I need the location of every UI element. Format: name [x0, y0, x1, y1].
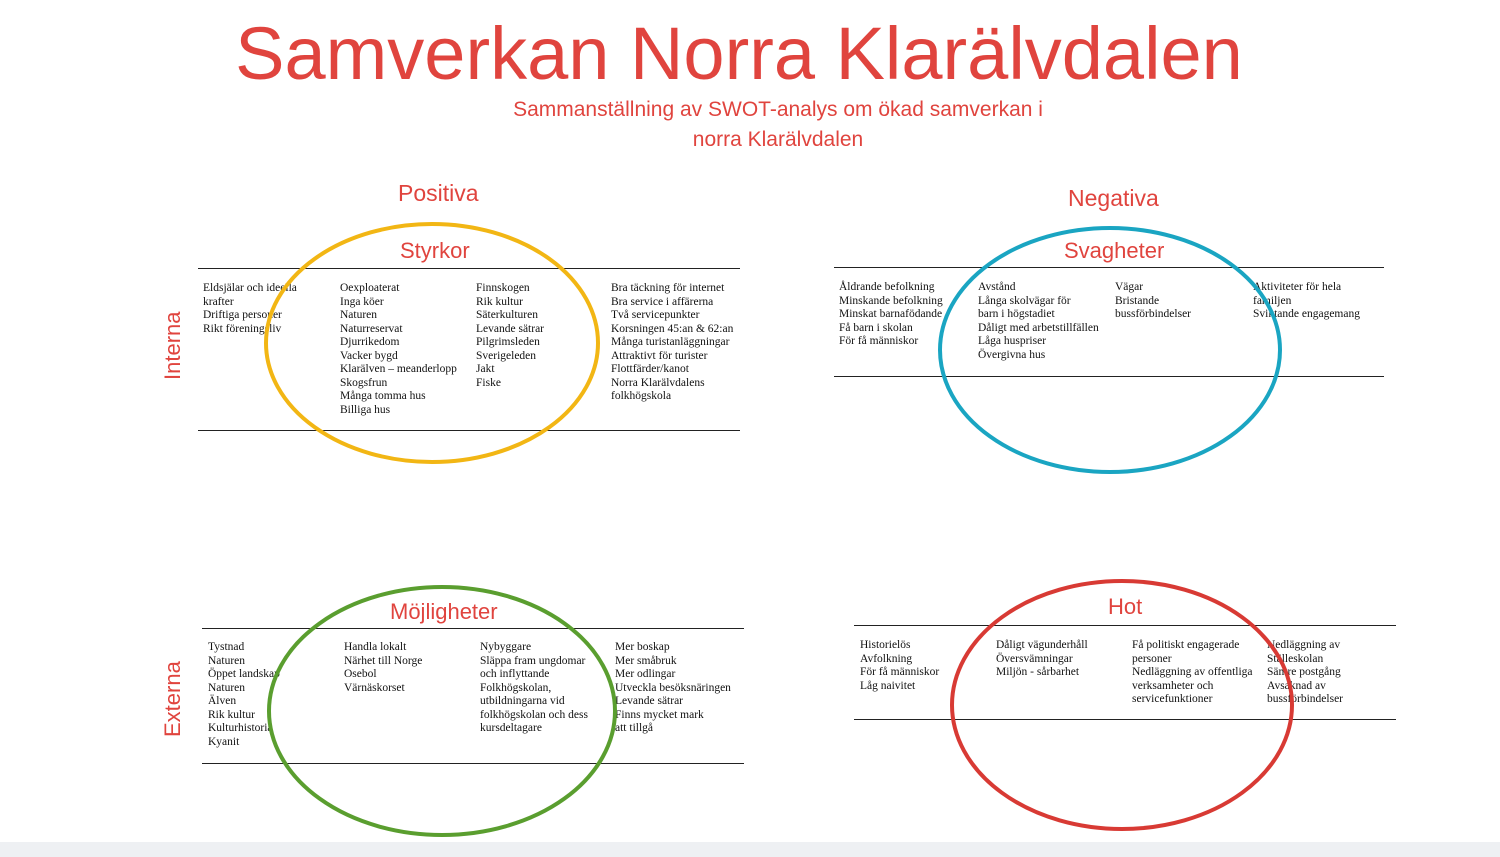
strengths-item: Sverigeleden: [476, 349, 537, 362]
strengths-item: Klarälven – meanderlopp: [340, 363, 457, 375]
label-weaknesses: Svagheter: [1064, 238, 1165, 263]
strengths-item: Rikt föreningsliv: [203, 322, 282, 335]
strengths-item: Naturreservat: [340, 322, 403, 335]
opportunities-item: Handla lokalt: [344, 641, 407, 653]
label-opportunities: Möjligheter: [390, 599, 498, 624]
opportunities-item: Finns mycket mark: [615, 708, 704, 721]
weaknesses-item: Långa skolvägar för: [978, 294, 1071, 307]
weaknesses-item: Övergivna hus: [978, 348, 1046, 361]
weaknesses-item: Låga huspriser: [978, 335, 1047, 347]
opportunities-item: Levande sätrar: [615, 695, 684, 707]
opportunities-column-1: [208, 641, 280, 749]
opportunities-item: Tystnad: [208, 641, 245, 653]
opportunities-item: Naturen: [208, 654, 246, 667]
weaknesses-item: Vägar: [1115, 281, 1144, 293]
opportunities-item: Naturen: [208, 681, 246, 694]
opportunities-item: Närhet till Norge: [344, 654, 423, 667]
strengths-item: Levande sätrar: [476, 322, 545, 335]
weaknesses-item: Minskande befolkning: [839, 294, 943, 307]
strengths-item: Driftiga personer: [203, 309, 282, 321]
strengths-item: Rik kultur: [476, 295, 523, 308]
weaknesses-item: Aktiviteter för hela: [1253, 281, 1342, 293]
strengths-item: Norra Klarälvdalens: [611, 376, 705, 389]
threats-item: bussförbindelser: [1267, 693, 1344, 705]
header-external: Externa: [160, 661, 185, 737]
weaknesses-item: Sviktande engagemang: [1253, 308, 1360, 320]
opportunities-item: Öppet landskap: [208, 668, 280, 680]
opportunities-column-3: [480, 641, 588, 736]
page-title: Samverkan Norra Klarälvdalen: [235, 12, 1243, 95]
opportunities-item: Kyanit: [208, 735, 240, 748]
weaknesses-column-1: [839, 281, 943, 349]
threats-item: Få politiskt engagerade: [1132, 639, 1240, 651]
strengths-item: Korsningen 45:an & 62:an: [611, 322, 734, 335]
threats-item: Översvämningar: [996, 652, 1073, 665]
threats-item: Historielös: [860, 639, 911, 651]
weaknesses-item: familjen: [1253, 294, 1292, 307]
threats-column-2: [996, 639, 1088, 680]
threats-column-4: [1267, 639, 1343, 707]
header-negative: Negativa: [1068, 185, 1159, 211]
threats-item: Dåligt vägunderhåll: [996, 639, 1088, 651]
weaknesses-column-4: [1253, 281, 1360, 322]
weaknesses-item: För få människor: [839, 335, 919, 347]
strengths-item: Bra service i affärerna: [611, 295, 714, 308]
strengths-column-1: [203, 282, 297, 336]
strengths-item: Säterkulturen: [476, 309, 538, 321]
weaknesses-item: bussförbindelser: [1115, 308, 1192, 320]
threats-bottom-rule: [854, 719, 1396, 720]
weaknesses-item: barn i högstadiet: [978, 308, 1055, 320]
opportunities-column-2: [344, 641, 422, 695]
threats-column-3: [1132, 639, 1253, 707]
opportunities-item: kursdeltagare: [480, 722, 542, 734]
strengths-bottom-rule: [198, 430, 740, 431]
weaknesses-column-3: [1115, 281, 1191, 322]
opportunities-item: Folkhögskolan,: [480, 681, 552, 694]
strengths-item: Bra täckning för internet: [611, 282, 725, 294]
opportunities-item: Mer småbruk: [615, 654, 677, 667]
subtitle-line: Sammanställning av SWOT-analys om ökad samverkan i: [513, 98, 1043, 121]
opportunities-column-4: [615, 641, 731, 736]
label-strengths: Styrkor: [400, 238, 470, 263]
opportunities-item: Rik kultur: [208, 708, 255, 721]
weaknesses-item: Dåligt med arbetstillfällen: [978, 321, 1099, 334]
strengths-item: krafter: [203, 295, 234, 308]
threats-item: Ställeskolan: [1267, 652, 1324, 665]
subtitle-line: norra Klarälvdalen: [692, 128, 864, 151]
strengths-column-3: [476, 282, 544, 390]
strengths-item: Billiga hus: [340, 403, 391, 416]
opportunities-item: Osebol: [344, 668, 377, 680]
strengths-item: Vacker bygd: [340, 349, 398, 362]
opportunities-bottom-rule: [202, 763, 744, 764]
opportunities-item: Mer odlingar: [615, 668, 676, 680]
threats-item: Låg naivitet: [860, 679, 916, 692]
opportunities-item: Kulturhistoria: [208, 722, 273, 734]
weaknesses-item: Få barn i skolan: [839, 321, 913, 334]
threats-column-1: [860, 639, 939, 693]
strengths-item: Finnskogen: [476, 282, 530, 294]
strengths-item: Pilgrimsleden: [476, 336, 540, 348]
strengths-item: Många tomma hus: [340, 390, 426, 402]
strengths-item: Fiske: [476, 376, 501, 389]
strengths-item: Många turistanläggningar: [611, 336, 730, 348]
strengths-item: Naturen: [340, 309, 378, 321]
opportunities-item: utbildningarna vid: [480, 695, 565, 707]
opportunities-item: folkhögskolan och dess: [480, 708, 588, 721]
weaknesses-top-rule: [834, 267, 1384, 268]
threats-item: Avfolkning: [860, 652, 913, 665]
strengths-item: Eldsjälar och ideella: [203, 282, 297, 294]
label-threats: Hot: [1108, 594, 1143, 619]
page-subtitle: [460, 95, 1096, 155]
opportunities-item: Älven: [208, 695, 237, 707]
threats-item: servicefunktioner: [1132, 693, 1213, 705]
strengths-item: Djurrikedom: [340, 336, 400, 348]
bottom-strip: [0, 842, 1500, 857]
threats-item: Nedläggning av: [1267, 639, 1341, 651]
strengths-top-rule: [198, 268, 740, 269]
threats-item: Miljön - sårbarhet: [996, 666, 1080, 678]
threats-item: För få människor: [860, 666, 940, 678]
strengths-column-2: [340, 282, 457, 417]
strengths-item: Flottfärder/kanot: [611, 363, 689, 375]
header-positive: Positiva: [398, 180, 479, 206]
threats-item: Sämre postgång: [1267, 666, 1341, 678]
opportunities-item: Värnäskorset: [344, 681, 405, 694]
opportunities-item: och inflyttande: [480, 668, 550, 680]
weaknesses-bottom-rule: [834, 376, 1384, 377]
threats-item: Avsaknad av: [1267, 679, 1326, 692]
opportunities-top-rule: [202, 628, 744, 629]
opportunities-item: Mer boskap: [615, 641, 670, 653]
weaknesses-item: Åldrande befolkning: [839, 281, 935, 293]
threats-top-rule: [854, 625, 1396, 626]
weaknesses-column-2: [978, 281, 1099, 362]
threats-item: Nedläggning av offentliga: [1132, 666, 1253, 678]
strengths-column-4: [611, 282, 733, 404]
opportunities-item: Utveckla besöksnäringen: [615, 681, 731, 694]
strengths-item: folkhögskola: [611, 390, 672, 402]
weaknesses-item: Avstånd: [978, 281, 1016, 293]
strengths-item: Attraktivt för turister: [611, 349, 708, 362]
strengths-item: Skogsfrun: [340, 376, 388, 389]
strengths-item: Två servicepunkter: [611, 309, 700, 321]
header-internal: Interna: [160, 311, 185, 380]
threats-item: personer: [1132, 652, 1172, 665]
opportunities-item: Släppa fram ungdomar: [480, 654, 586, 667]
strengths-item: Jakt: [476, 363, 495, 375]
opportunities-item: att tillgå: [615, 722, 654, 734]
weaknesses-item: Bristande: [1115, 294, 1160, 307]
strengths-item: Inga köer: [340, 295, 384, 308]
weaknesses-item: Minskat barnafödande: [839, 308, 943, 320]
opportunities-item: Nybyggare: [480, 641, 532, 653]
strengths-item: Oexploaterat: [340, 282, 400, 294]
threats-item: verksamheter och: [1132, 679, 1214, 692]
